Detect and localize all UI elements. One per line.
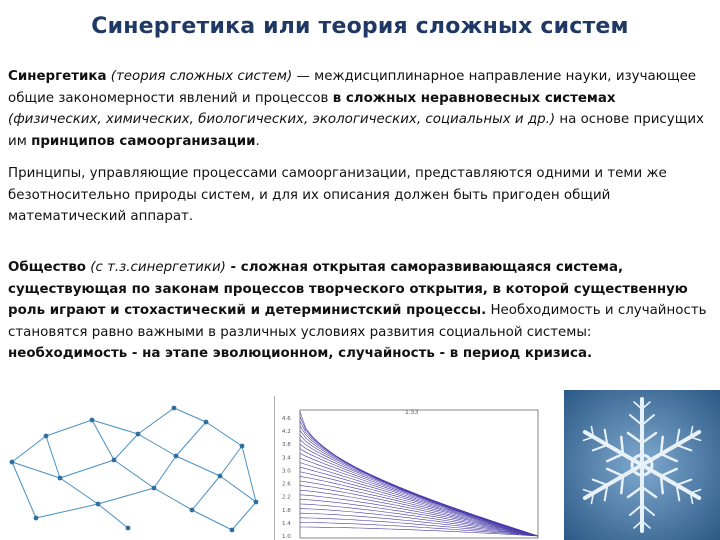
curves-y-tick: 2.2 bbox=[282, 494, 291, 501]
curves-y-tick: 2.6 bbox=[282, 481, 291, 488]
network-graph-image bbox=[6, 400, 268, 540]
curves-y-tick: 1.0 bbox=[282, 534, 291, 540]
network-edge bbox=[46, 436, 60, 478]
curves-label: 1.53 bbox=[405, 409, 419, 416]
network-node bbox=[152, 486, 157, 491]
network-node bbox=[136, 432, 141, 437]
necessity-text: Необходимость и случайность становятся равно важными в различных условиях развития социальной системы: bbox=[8, 303, 707, 340]
network-node bbox=[112, 458, 117, 463]
term-society: Общество bbox=[8, 260, 86, 275]
network-edge bbox=[36, 504, 98, 518]
network-edge bbox=[12, 462, 36, 518]
network-node bbox=[218, 474, 223, 479]
network-edge bbox=[46, 420, 92, 436]
network-edge bbox=[192, 510, 232, 530]
network-edge bbox=[138, 434, 176, 456]
definition-paragraph bbox=[8, 66, 708, 152]
network-edge bbox=[174, 408, 206, 422]
curves-y-tick: 4.2 bbox=[282, 429, 291, 436]
network-node bbox=[172, 406, 177, 411]
definition-text-2: на основе присущих им bbox=[8, 112, 704, 149]
curves-y-tick: 4.6 bbox=[282, 416, 291, 422]
curves-y-tick: 3.4 bbox=[282, 455, 291, 462]
network-edge bbox=[12, 462, 60, 478]
curves-y-tick: 1.8 bbox=[282, 507, 291, 514]
systems-examples: (физических, химических, биологических, экологических, социальных и др.) bbox=[8, 112, 556, 127]
network-node bbox=[240, 444, 245, 449]
society-definition: - сложная открытая саморазвивающаяся система, существующая по законам процессов творческого открытия, в которой существенную роль играют и стохастический и детерминистский процессы. bbox=[8, 260, 688, 318]
curve-line bbox=[300, 435, 538, 536]
necessity-conclusion: необходимость - на этапе эволюционном, случайность - в период кризиса. bbox=[8, 346, 593, 361]
complex-systems-phrase: в сложных неравновесных системах bbox=[332, 90, 616, 106]
bifurcation-curves-image bbox=[280, 406, 542, 540]
network-node bbox=[44, 434, 49, 439]
term-synergetics-alias: (теория сложных систем) bbox=[106, 69, 293, 84]
network-edge bbox=[176, 456, 220, 476]
term-society-note: (с т.з.синергетики) bbox=[86, 260, 226, 275]
network-edge bbox=[60, 460, 114, 478]
network-node bbox=[254, 500, 259, 505]
network-edge bbox=[12, 436, 46, 462]
network-node bbox=[34, 516, 39, 521]
definition-text: — междисциплинарное направление науки, изучающее общие закономерности явлений и процессов bbox=[8, 69, 697, 106]
network-edge bbox=[98, 504, 128, 528]
term-synergetics: Синергетика bbox=[8, 69, 107, 84]
curve-line bbox=[300, 426, 538, 536]
principles-paragraph bbox=[8, 163, 708, 228]
network-edge bbox=[232, 502, 256, 530]
network-node bbox=[96, 502, 101, 507]
network-node bbox=[190, 508, 195, 513]
network-edge bbox=[192, 476, 220, 510]
network-edge bbox=[138, 408, 174, 434]
network-edge bbox=[176, 422, 206, 456]
network-node bbox=[126, 526, 131, 531]
principles-text: Принципы, управляющие процессами самоорганизации, представляются одними и теми же безотносительно природы систем, и для их описания должен быть пригоден общий математический аппарат. bbox=[8, 166, 667, 224]
network-edge bbox=[60, 478, 98, 504]
network-edge bbox=[114, 434, 138, 460]
curve-line bbox=[300, 463, 538, 536]
curves-y-tick: 1.4 bbox=[282, 520, 291, 527]
curves-y-tick: 3.8 bbox=[282, 442, 291, 449]
network-node bbox=[204, 420, 209, 425]
network-node bbox=[10, 460, 15, 465]
definition-end: . bbox=[255, 133, 260, 149]
self-organization-phrase: принципов самоорганизации bbox=[31, 133, 256, 149]
society-paragraph bbox=[8, 257, 708, 365]
curves-y-tick: 3.0 bbox=[282, 468, 291, 475]
curve-line bbox=[300, 430, 538, 536]
page-title: Синергетика или теория сложных систем bbox=[91, 14, 629, 39]
network-node bbox=[90, 418, 95, 423]
network-edge bbox=[154, 456, 176, 488]
network-edge bbox=[220, 446, 242, 476]
curve-line bbox=[300, 417, 538, 536]
network-node bbox=[230, 528, 235, 533]
network-node bbox=[174, 454, 179, 459]
fractal-snowflake-image bbox=[564, 390, 720, 540]
network-edge bbox=[114, 460, 154, 488]
network-edge bbox=[154, 488, 192, 510]
network-edge bbox=[206, 422, 242, 446]
network-edge bbox=[98, 488, 154, 504]
network-node bbox=[58, 476, 63, 481]
image-divider bbox=[274, 396, 275, 540]
